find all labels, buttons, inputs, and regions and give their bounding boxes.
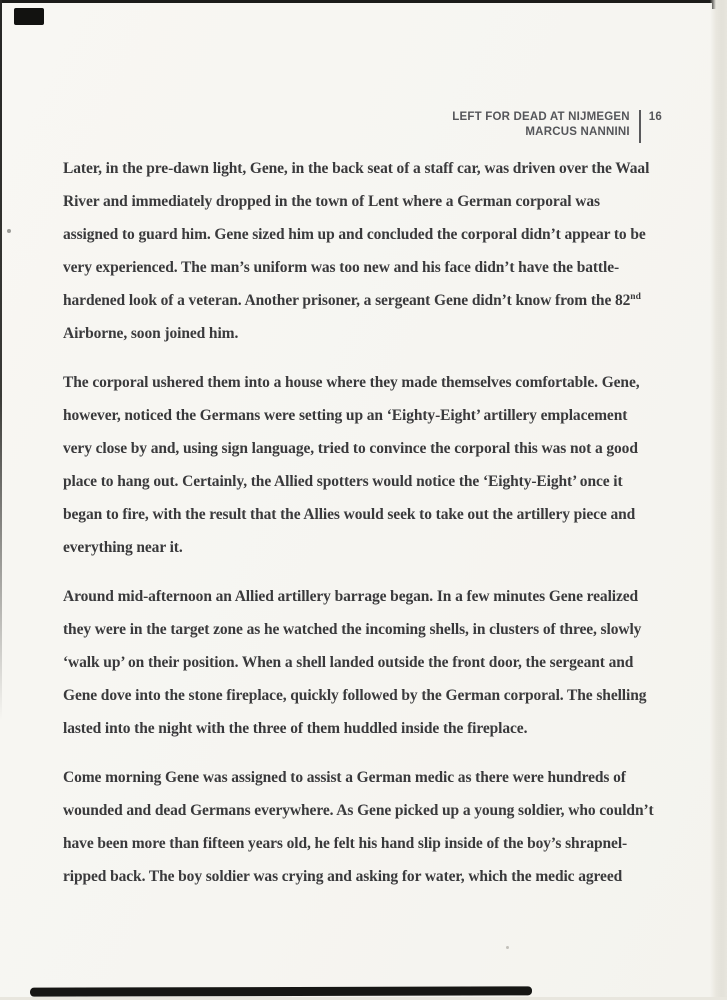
- scan-edge-right: [710, 0, 727, 1000]
- text-line: lasted into the night with the three of them huddled inside the fireplace.: [63, 720, 528, 737]
- scan-speck: [7, 229, 11, 233]
- text-line: began to fire, with the result that the Allies would seek to take out the artillery piece and: [63, 506, 636, 523]
- text-line: place to hang out. Certainly, the Allied spotters would notice the ‘Eighty-Eight’ once it: [63, 473, 623, 490]
- text-line: wounded and dead Germans everywhere. As Gene picked up a young soldier, who couldn’t: [63, 802, 654, 819]
- text-line: ‘walk up’ on their position. When a shell landed outside the front door, the sergeant and: [63, 654, 634, 671]
- scan-edge-top: [0, 0, 727, 3]
- scan-artifact-bottom-bar: [30, 986, 532, 996]
- text-line: Later, in the pre-dawn light, Gene, in the back seat of a staff car, was driven over the Waal: [63, 160, 650, 177]
- text-line: assigned to guard him. Gene sized him up and concluded the corporal didn’t appear to be: [63, 226, 646, 243]
- page-number: 16: [648, 111, 662, 123]
- text-line: very close by and, using sign language, tried to convince the corporal this was not a good: [63, 440, 638, 457]
- text-line: however, noticed the Germans were setting up an ‘Eighty-Eight’ artillery emplacement: [63, 407, 628, 424]
- text-line: very experienced. The man’s uniform was too new and his face didn’t have the battle-: [63, 259, 620, 276]
- text-line: Come morning Gene was assigned to assist a German medic as there were hundreds of: [63, 769, 626, 786]
- book-title: LEFT FOR DEAD AT NIJMEGEN: [452, 111, 630, 123]
- text-line: everything near it.: [63, 539, 183, 556]
- scan-speck: [506, 946, 509, 949]
- scan-edge-left: [0, 0, 2, 720]
- body-text: [63, 152, 663, 909]
- header-divider-line: [639, 110, 641, 143]
- text-line: ripped back. The boy soldier was crying and asking for water, which the medic agreed: [63, 868, 623, 885]
- text-line: Airborne, soon joined him.: [63, 325, 239, 342]
- paragraph: [63, 366, 663, 564]
- text-line: they were in the target zone as he watched the incoming shells, in clusters of three, slowly: [63, 621, 642, 638]
- header-text-block: [452, 110, 630, 140]
- text-line: have been more than fifteen years old, he felt his hand slip inside of the boy’s shrapnel-: [63, 835, 628, 852]
- text-line: hardened look of a veteran. Another prisoner, a sergeant Gene didn’t know from the 82nd: [63, 291, 641, 309]
- text-line: The corporal ushered them into a house where they made themselves comfortable. Gene,: [63, 374, 640, 391]
- paragraph: [63, 761, 663, 893]
- paragraph: [63, 580, 663, 745]
- text-line: Gene dove into the stone fireplace, quickly followed by the German corporal. The shelling: [63, 687, 647, 704]
- scan-artifact-topleft: [14, 8, 44, 25]
- text-line: River and immediately dropped in the town of Lent where a German corporal was: [63, 193, 600, 210]
- author-name: MARCUS NANNINI: [525, 126, 630, 138]
- text-line: Around mid-afternoon an Allied artillery barrage began. In a few minutes Gene realized: [63, 588, 639, 605]
- paragraph: [63, 152, 663, 350]
- page-header: [452, 110, 662, 143]
